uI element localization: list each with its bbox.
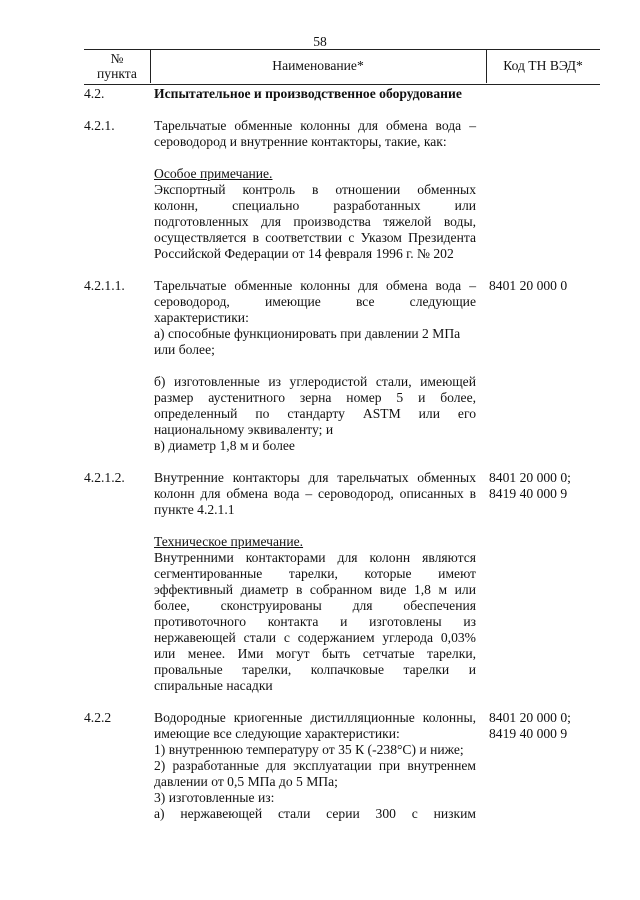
header-num-symbol: № — [110, 51, 124, 66]
row-text — [154, 118, 476, 150]
text-line: сероводород и внутренние контакторы, такие, как: — [154, 134, 447, 149]
row-number: 4.2.1.2. — [84, 470, 125, 485]
row-number: 4.2.1. — [84, 118, 115, 133]
row-text — [154, 278, 476, 358]
section-title: Испытательное и производственное оборудование — [154, 86, 462, 101]
text-line: колонн, специально разработанных или — [154, 198, 476, 213]
code-value: 8401 20 000 0; — [489, 470, 571, 485]
note-heading: Особое примечание. — [154, 166, 273, 181]
text-line: провальные тарелки, колпачковые тарелки и — [154, 662, 476, 677]
row-text — [154, 710, 476, 822]
row-number: 4.2. — [84, 86, 105, 101]
code-value: 8419 40 000 9 — [489, 486, 568, 501]
text-line: имеющие все следующие характеристики: — [154, 726, 400, 741]
text-line: Тарельчатые обменные колонны для обмена вода – — [154, 278, 476, 293]
text-line: более, сконструированы для обеспечения — [154, 598, 476, 613]
text-line: Российской Федерации от 14 февраля 1996 г. № 202 — [154, 246, 454, 261]
header-divider-2 — [486, 49, 487, 83]
header-code-column: Код ТН ВЭД* — [503, 58, 583, 73]
text-line: колонн для обмена вода – сероводород, описанных в — [154, 486, 476, 501]
note-heading: Техническое примечание. — [154, 534, 304, 549]
row-number: 4.2.1.1. — [84, 278, 125, 293]
text-line: а) нержавеющей стали серии 300 с низким — [154, 806, 476, 821]
text-line: сероводород, имеющие все следующие — [154, 294, 476, 309]
header-name-column: Наименование* — [272, 58, 364, 73]
text-line: Экспортный контроль в отношении обменных — [154, 182, 476, 197]
text-line: нержавеющей стали с содержанием углерода 0,03% — [154, 630, 476, 645]
code-value: 8419 40 000 9 — [489, 726, 568, 741]
text-line: эффективный диаметр в собранном виде 1,8 м или — [154, 582, 476, 597]
row-number: 4.2.2 — [84, 710, 112, 725]
row-code — [489, 470, 571, 502]
text-line: или менее. Ими могут быть сетчатые тарелки, — [154, 646, 476, 661]
text-line: в) диаметр 1,8 м и более — [154, 438, 295, 453]
text-line: противоточного контакта и изготовлены из — [154, 614, 476, 629]
text-line: 1) внутреннюю температуру от 35 К (-238°С) и ниже; — [154, 742, 464, 757]
text-line: б) изготовленные из углеродистой стали, имеющей — [154, 374, 476, 389]
text-line: Внутренние контакторы для тарельчатых обменных — [154, 470, 476, 485]
row-text — [154, 86, 476, 102]
text-line: давлении от 0,5 МПа до 5 МПа; — [154, 774, 338, 789]
text-line: спиральные насадки — [154, 678, 273, 693]
text-line: 2) разработанные для эксплуатации при внутреннем — [154, 758, 476, 773]
page-number: 58 — [313, 34, 327, 49]
code-value: 8401 20 000 0 — [489, 278, 568, 293]
text-line: 3) изготовленные из: — [154, 790, 275, 805]
text-line: Водородные криогенные дистилляционные колонны, — [154, 710, 476, 725]
row-code — [489, 278, 567, 294]
header-num-label: пункта — [97, 66, 137, 81]
text-line: национальному эквиваленту; и — [154, 422, 334, 437]
special-note — [154, 166, 476, 262]
text-line: размер аустенитного зерна номер 5 и более, — [154, 390, 476, 405]
text-line: сегментированные тарелки, которые имеют — [154, 566, 476, 581]
row-code — [489, 710, 571, 742]
text-line: подготовленных для производства тяжелой воды, — [154, 214, 476, 229]
text-line: или более; — [154, 342, 215, 357]
header-divider-1 — [150, 49, 151, 83]
code-value: 8401 20 000 0; — [489, 710, 571, 725]
text-line: а) способные функционировать при давлении 2 МПа — [154, 326, 461, 341]
row-text — [154, 470, 476, 518]
text-line: Внутренними контакторами для колонн являются — [154, 550, 476, 565]
text-line: пункте 4.2.1.1 — [154, 502, 235, 517]
table-header — [84, 49, 600, 85]
text-line: характеристики: — [154, 310, 249, 325]
text-line: определенный по стандарту ASTM или его — [154, 406, 476, 421]
row-text — [154, 374, 476, 454]
header-num-column — [84, 51, 150, 81]
text-line: осуществляется в соответствии с Указом Президента — [154, 230, 476, 245]
text-line: Тарельчатые обменные колонны для обмена вода – — [154, 118, 476, 133]
technical-note — [154, 534, 476, 694]
